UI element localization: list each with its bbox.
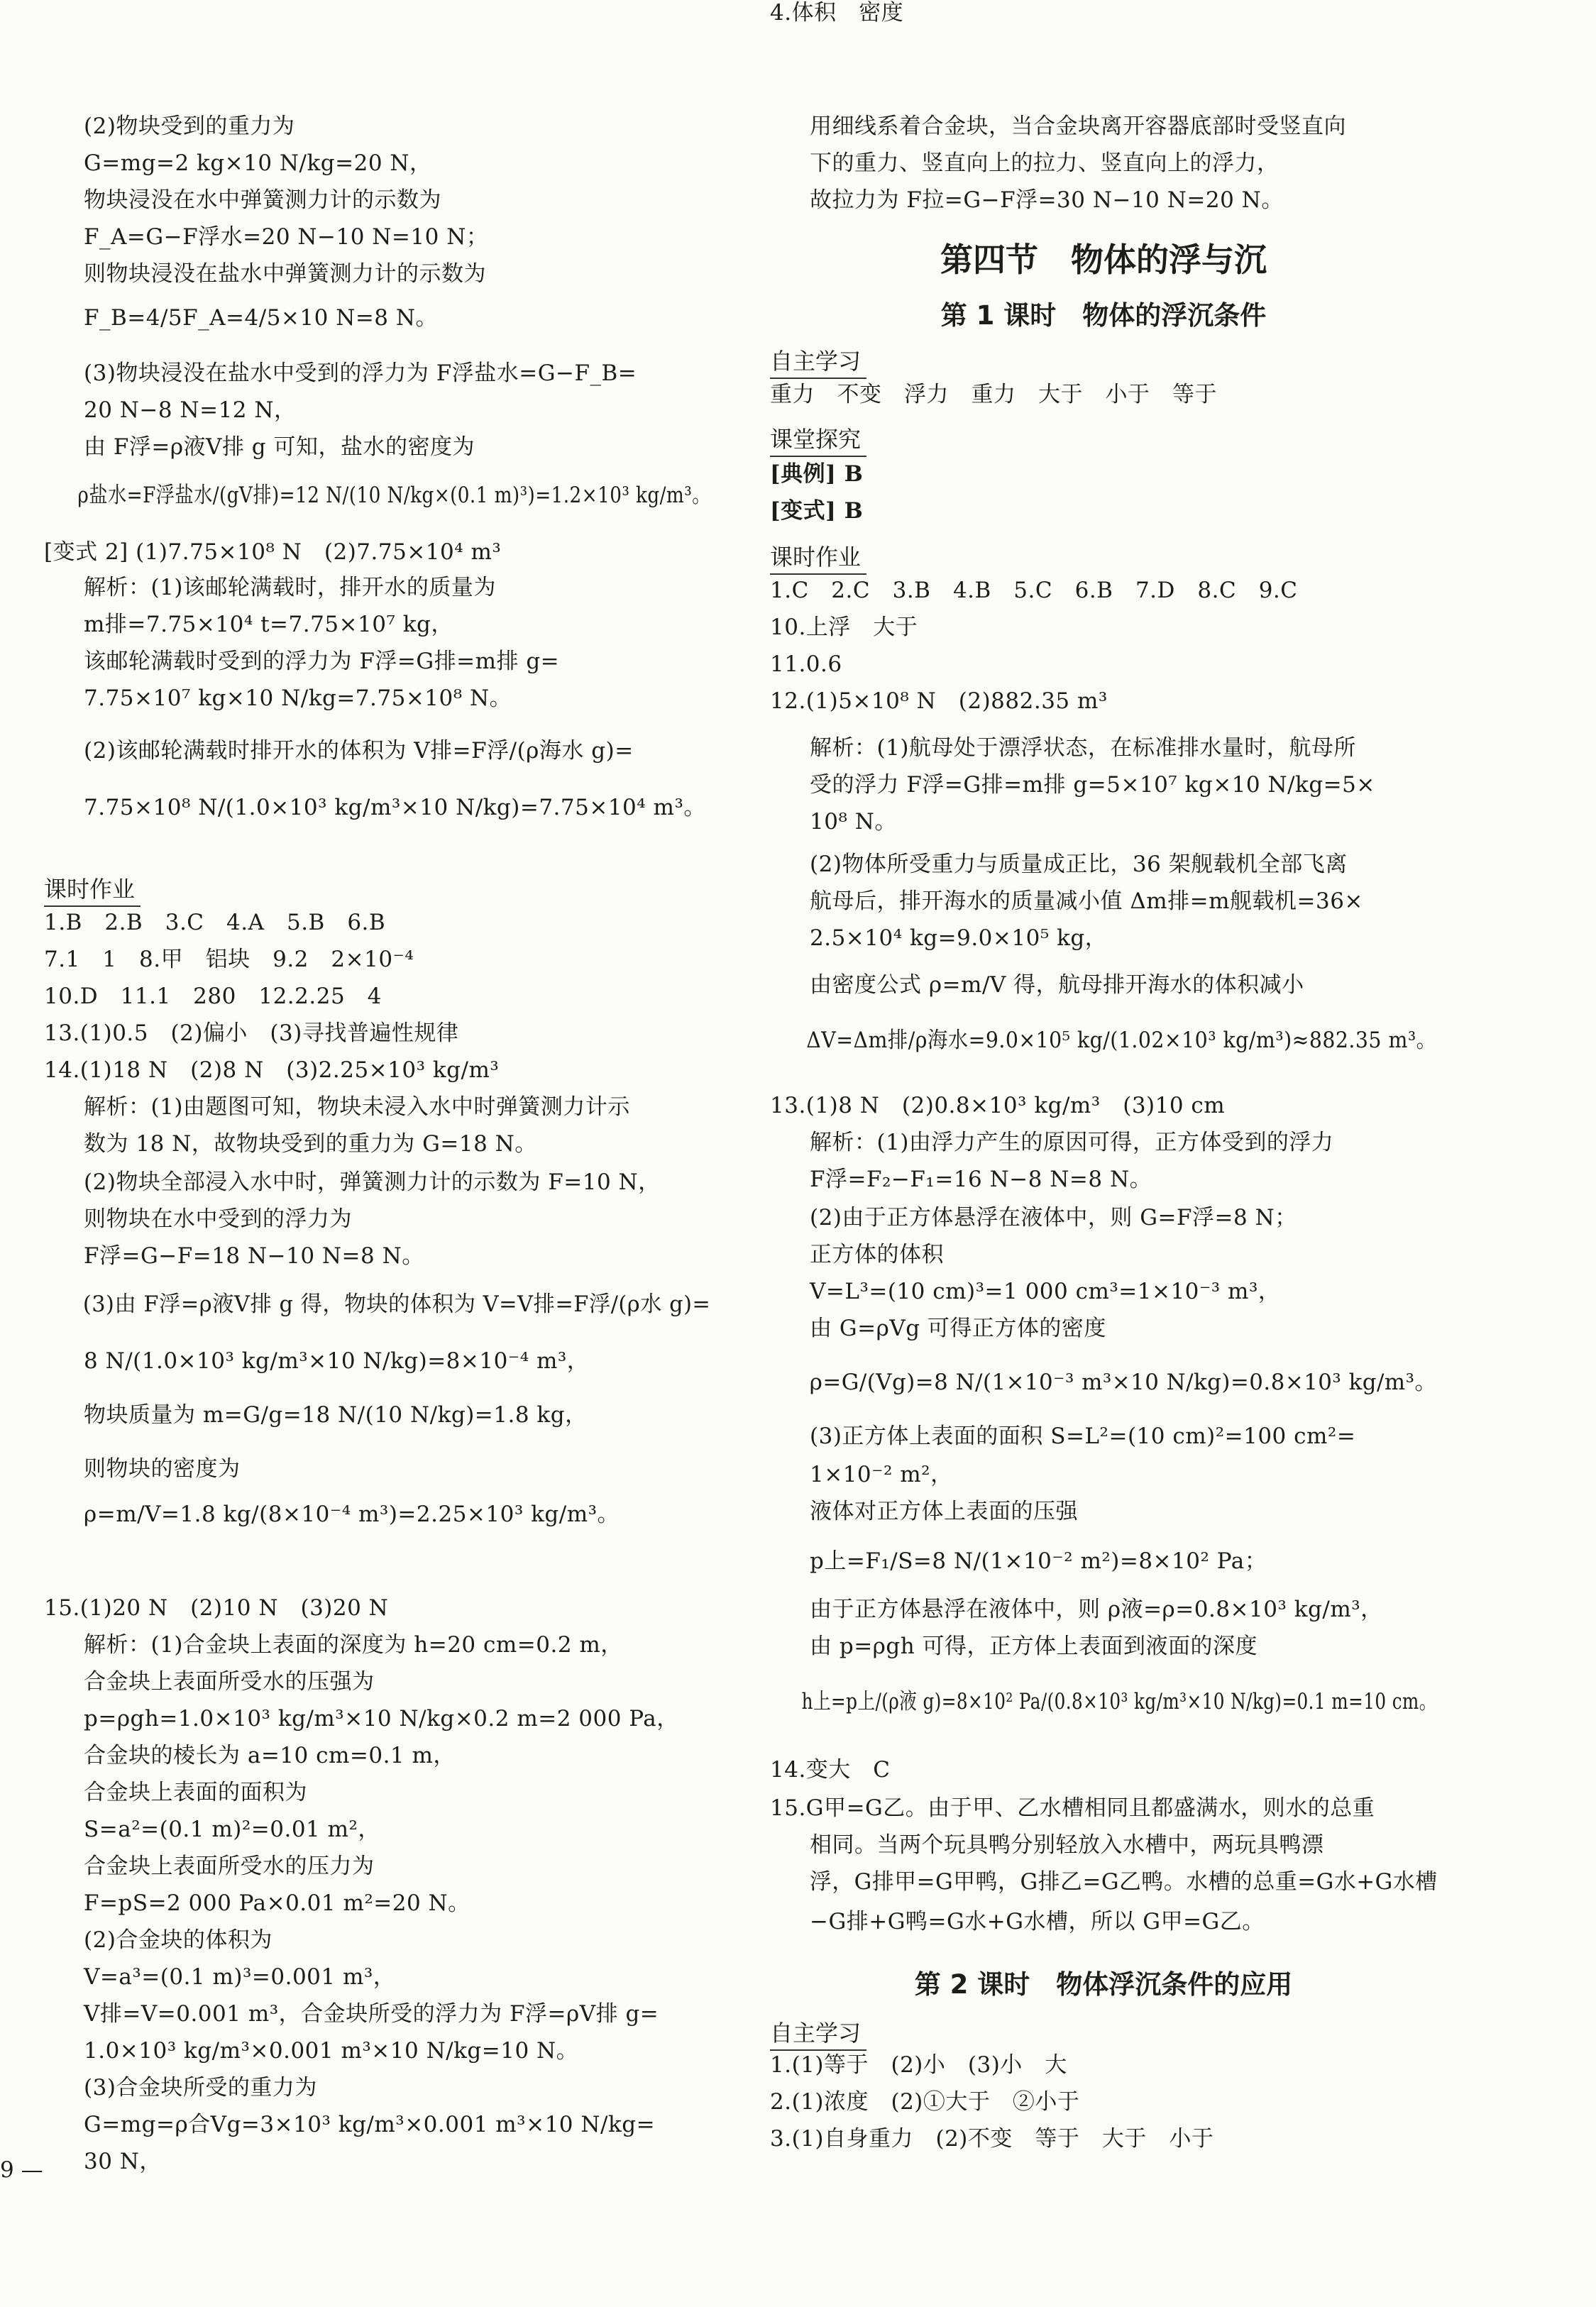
text-line: F_A=G−F浮水=20 N−10 N=10 N； [84, 224, 489, 250]
text-line: G=mg=2 kg×10 N/kg=20 N， [84, 150, 432, 176]
text-line: F浮=F₂−F₁=16 N−8 N=8 N。 [810, 1167, 1152, 1192]
section-label: 课堂探究 [770, 422, 866, 457]
text-line: 用细线系着合金块，当合金块离开容器底部时受竖直向 [810, 114, 1346, 139]
text-line: 8 N/(1.0×10³ kg/m³×10 N/kg)=8×10⁻⁴ m³， [84, 1348, 590, 1374]
text-line: ρ盐水=F浮盐水/(gV排)=12 N/(10 N/kg×(0.1 m)³)=1.2×10³ kg/m³。 [77, 483, 711, 508]
text-line: 3.(1)自身重力 (2)不变 等于 大于 小于 [770, 2126, 1214, 2152]
text-line: 合金块上表面的面积为 [84, 1780, 307, 1805]
text-line: 则物块的密度为 [84, 1456, 241, 1482]
text-line: 该邮轮满载时受到的浮力为 F浮=G排=m排 g= [84, 649, 560, 674]
text-line: 2.(1)浓度 (2)①大于 ②小于 [770, 2089, 1080, 2115]
text-line: 14.(1)18 N (2)8 N (3)2.25×10³ kg/m³ [44, 1057, 500, 1083]
section-label: 课时作业 [44, 871, 141, 907]
text-line: 7.75×10⁷ kg×10 N/kg=7.75×10⁸ N。 [84, 686, 512, 711]
text-line: (2)合金块的体积为 [84, 1927, 273, 1953]
text-line: 由于正方体悬浮在液体中，则 ρ液=ρ=0.8×10³ kg/m³， [810, 1597, 1383, 1622]
text-line: 1.(1)等于 (2)小 (3)小 大 [770, 2052, 1067, 2078]
text-line: 10.上浮 大于 [770, 615, 918, 640]
text-line: V=a³=(0.1 m)³=0.001 m³， [84, 1964, 396, 1990]
text-line: (2)该邮轮满载时排开水的体积为 V排=F浮/(ρ海水 g)= [84, 738, 634, 764]
text-line: 物块浸没在水中弹簧测力计的示数为 [84, 187, 441, 213]
text-line: (2)由于正方体悬浮在液体中，则 G=F浮=8 N； [810, 1205, 1297, 1230]
text-line: 4.体积 密度 [770, 0, 904, 26]
text-line: V=L³=(10 cm)³=1 000 cm³=1×10⁻³ m³， [810, 1279, 1281, 1304]
text-line: ρ=G/(Vg)=8 N/(1×10⁻³ m³×10 N/kg)=0.8×10³ kg/m³。 [809, 1370, 1437, 1395]
text-line: p=ρgh=1.0×10³ kg/m³×10 N/kg×0.2 m=2 000 Pa， [84, 1706, 679, 1731]
text-line: 浮，G排甲=G甲鸭，G排乙=G乙鸭。水槽的总重=G水+G水槽 [809, 1869, 1438, 1895]
text-line: h上=p上/(ρ液 g)=8×10² Pa/(0.8×10³ kg/m³×10 N/kg)=0.1 m=10 cm。 [801, 1689, 1437, 1714]
lesson-title: 第 1 课时 物体的浮沉条件 [940, 300, 1267, 331]
text-line: 1.0×10³ kg/m³×0.001 m³×10 N/kg=10 N。 [84, 2038, 579, 2064]
text-line: 正方体的体积 [810, 1242, 944, 1267]
text-line: [变式] B [770, 498, 864, 524]
text-line: 15.G甲=G乙。由于甲、乙水槽相同且都盛满水，则水的总重 [770, 1795, 1375, 1821]
text-line: 12.(1)5×10⁸ N (2)882.35 m³ [770, 688, 1108, 714]
text-line: (3)正方体上表面的面积 S=L²=(10 cm)²=100 cm²= [810, 1424, 1356, 1449]
text-line: 7.75×10⁸ N/(1.0×10³ kg/m³×10 N/kg)=7.75×10⁴ m³。 [84, 795, 706, 820]
text-line: 受的浮力 F浮=G排=m排 g=5×10⁷ kg×10 N/kg=5× [810, 772, 1375, 798]
text-line: (3)合金块所受的重力为 [84, 2075, 317, 2100]
text-line: −G排+G鸭=G水+G水槽，所以 G甲=G乙。 [810, 1909, 1265, 1934]
section-title: 第四节 物体的浮与沉 [940, 241, 1267, 279]
text-line: 合金块上表面所受水的压强为 [84, 1669, 375, 1695]
text-line: 故拉力为 F拉=G−F浮=30 N−10 N=20 N。 [810, 187, 1284, 213]
text-line: 液体对正方体上表面的压强 [810, 1499, 1078, 1524]
section-label: 自主学习 [770, 343, 866, 379]
text-line: 20 N−8 N=12 N， [84, 397, 297, 423]
text-line: 1×10⁻² m²， [810, 1462, 953, 1487]
section-label: 课时作业 [770, 539, 866, 575]
text-line: 由 F浮=ρ液V排 g 可知，盐水的密度为 [84, 434, 475, 460]
text-line: 10⁸ N。 [810, 809, 897, 835]
text-line: ΔV=Δm排/ρ海水=9.0×10⁵ kg/(1.02×10³ kg/m³)≈882.35 m³。 [806, 1028, 1437, 1053]
text-line: 1.B 2.B 3.C 4.A 5.B 6.B [44, 910, 386, 935]
text-line: F=pS=2 000 Pa×0.01 m²=20 N。 [84, 1890, 470, 1916]
text-line: 11.0.6 [770, 651, 842, 677]
text-line: 物块质量为 m=G/g=18 N/(10 N/kg)=1.8 kg， [84, 1402, 588, 1428]
text-line: 由密度公式 ρ=m/V 得，航母排开海水的体积减小 [810, 972, 1304, 998]
text-line: 解析：(1)该邮轮满载时，排开水的质量为 [84, 575, 496, 600]
text-line: 1.C 2.C 3.B 4.B 5.C 6.B 7.D 8.C 9.C [770, 578, 1298, 603]
text-line: V排=V=0.001 m³，合金块所受的浮力为 F浮=ρV排 g= [84, 2001, 659, 2027]
text-line: 30 N， [84, 2149, 162, 2174]
text-line: [典例] B [770, 461, 864, 487]
text-line: 则物块在水中受到的浮力为 [84, 1206, 352, 1232]
text-line: (3)物块浸没在盐水中受到的浮力为 F浮盐水=G−F_B= [84, 360, 637, 386]
text-line: p上=F₁/S=8 N/(1×10⁻² m²)=8×10² Pa； [810, 1548, 1267, 1574]
text-line: 航母后，排开海水的质量减小值 Δm排=m舰载机=36× [810, 888, 1363, 914]
lesson-title: 第 2 课时 物体浮沉条件的应用 [914, 1969, 1293, 2000]
text-line: F_B=4/5F_A=4/5×10 N=8 N。 [84, 305, 438, 331]
text-line: 解析：(1)由题图可知，物块未浸入水中时弹簧测力计示 [84, 1094, 630, 1120]
text-line: 下的重力、竖直向上的拉力、竖直向上的浮力， [810, 150, 1279, 176]
text-line: 则物块浸没在盐水中弹簧测力计的示数为 [84, 261, 486, 287]
text-line: 合金块的棱长为 a=10 cm=0.1 m， [84, 1743, 456, 1768]
text-line: F浮=G−F=18 N−10 N=8 N。 [84, 1243, 424, 1269]
text-line: 数为 18 N，故物块受到的重力为 G=18 N。 [84, 1131, 537, 1157]
text-line: 由 G=ρVg 可得正方体的密度 [810, 1316, 1106, 1341]
text-line: 解析：(1)航母处于漂浮状态，在标准排水量时，航母所 [810, 735, 1356, 761]
text-line: m排=7.75×10⁴ t=7.75×10⁷ kg， [84, 612, 453, 637]
page-number: 9 — [0, 2157, 43, 2183]
text-line: S=a²=(0.1 m)²=0.01 m²， [84, 1817, 380, 1842]
text-line: (2)物块受到的重力为 [84, 114, 295, 139]
text-line: 7.1 1 8.甲 铝块 9.2 2×10⁻⁴ [44, 947, 414, 972]
text-line: 由 p=ρgh 可得，正方体上表面到液面的深度 [810, 1634, 1258, 1659]
text-line: 解析：(1)由浮力产生的原因可得，正方体受到的浮力 [810, 1130, 1334, 1155]
text-line: (2)物块全部浸入水中时，弹簧测力计的示数为 F=10 N， [84, 1169, 661, 1195]
text-line: 13.(1)8 N (2)0.8×10³ kg/m³ (3)10 cm [770, 1093, 1226, 1118]
text-line: (3)由 F浮=ρ液V排 g 得，物块的体积为 V=V排=F浮/(ρ水 g)= [82, 1292, 711, 1317]
text-line: 10.D 11.1 280 12.2.25 4 [44, 984, 382, 1009]
text-line: 13.(1)0.5 (2)偏小 (3)寻找普遍性规律 [44, 1020, 459, 1046]
text-line: 解析：(1)合金块上表面的深度为 h=20 cm=0.2 m， [84, 1632, 623, 1658]
text-line: 相同。当两个玩具鸭分别轻放入水槽中，两玩具鸭漂 [810, 1832, 1324, 1858]
text-line: (2)物体所受重力与质量成正比，36 架舰载机全部飞离 [810, 852, 1348, 877]
text-line: G=mg=ρ合Vg=3×10³ kg/m³×0.001 m³×10 N/kg= [84, 2112, 656, 2137]
text-line: 2.5×10⁴ kg=9.0×10⁵ kg， [810, 925, 1108, 951]
text-line: ρ=m/V=1.8 kg/(8×10⁻⁴ m³)=2.25×10³ kg/m³。 [84, 1502, 620, 1527]
text-line: 重力 不变 浮力 重力 大于 小于 等于 [770, 382, 1217, 407]
text-line: 合金块上表面所受水的压力为 [84, 1854, 375, 1879]
text-line: 14.变大 C [770, 1757, 891, 1783]
section-label: 自主学习 [770, 2015, 866, 2051]
text-line: [变式 2] (1)7.75×10⁸ N (2)7.75×10⁴ m³ [44, 539, 502, 565]
text-line: 15.(1)20 N (2)10 N (3)20 N [44, 1595, 389, 1621]
